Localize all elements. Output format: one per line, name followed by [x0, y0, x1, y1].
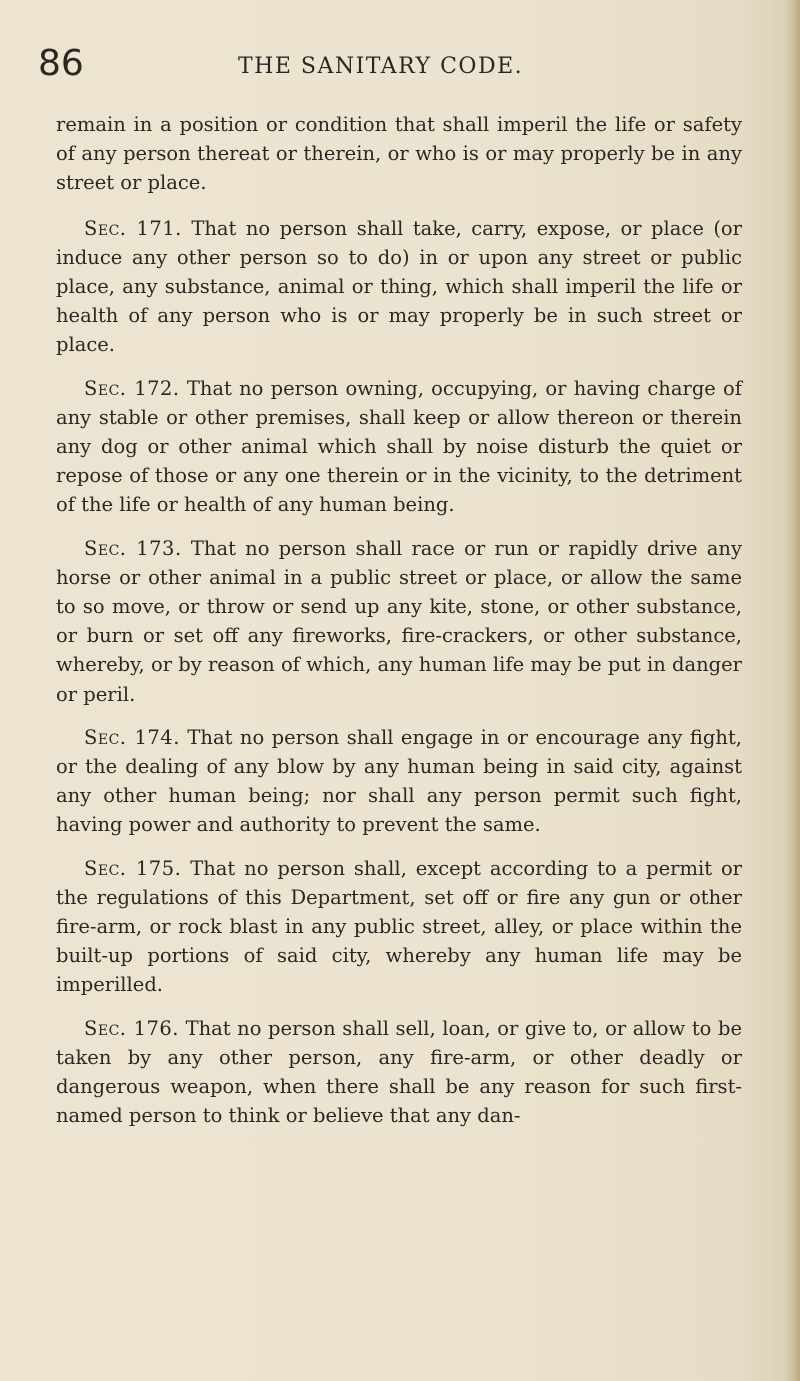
- section-175: [56, 854, 742, 1000]
- text-body: [56, 110, 742, 1145]
- section-label: Sec. 173.: [84, 536, 182, 560]
- section-label: Sec. 176.: [84, 1016, 179, 1040]
- section-text: That no person shall engage in or encourage any fight, or the dealing of any blow by any human being in said city, against any other human being; nor shall any person permit such fight, having power and authority to prevent the same.: [56, 725, 742, 837]
- section-171: [56, 214, 742, 360]
- section-label: Sec. 174.: [84, 725, 180, 749]
- running-title: THE SANITARY CODE.: [238, 54, 524, 79]
- section-label: Sec. 175.: [84, 856, 182, 880]
- page-header: [38, 44, 738, 84]
- page-edge: [786, 0, 800, 1381]
- section-label: Sec. 171.: [84, 216, 182, 240]
- section-text: That no person shall sell, loan, or give to, or allow to be taken by any other person, any fire-arm, or other deadly or dangerous weapon, when there shall be any reason for such first-named person to think or believe that any dan-: [56, 1016, 742, 1128]
- section-176: [56, 1014, 742, 1131]
- section-text: That no person shall race or run or rapidly drive any horse or other animal in a public street or place, or allow the same to so move, or throw or send up any kite, stone, or other substance, or burn or set off any fireworks, fire-crackers, or other substance, whereby, or by reason of which, any human life may be put in danger or peril.: [56, 536, 742, 706]
- section-172: [56, 374, 742, 520]
- continuation-paragraph: remain in a position or condition that shall imperil the life or safety of any person thereat or therein, or who is or may properly be in any street or place.: [56, 113, 742, 195]
- section-text: That no person shall take, carry, expose, or place (or induce any other person so to do) in or upon any street or public place, any substance, animal or thing, which shall imperil the life or health of any person who is or may properly be in such street or place.: [56, 216, 742, 357]
- page-number: 86: [38, 43, 84, 84]
- section-174: [56, 723, 742, 840]
- section-label: Sec. 172.: [84, 376, 180, 400]
- section-text: That no person owning, occupying, or having charge of any stable or other premises, shall keep or allow thereon or therein any dog or other animal which shall by noise disturb the quiet or repose of those or any one therein or in the vicinity, to the detriment of the life or health of any human being.: [56, 376, 743, 517]
- section-text: That no person shall, except according to a permit or the regulations of this Department, set off or fire any gun or other fire-arm, or rock blast in any public street, alley, or place within the built-up portions of said city, whereby any human life may be imperilled.: [56, 856, 743, 997]
- section-173: [56, 534, 742, 709]
